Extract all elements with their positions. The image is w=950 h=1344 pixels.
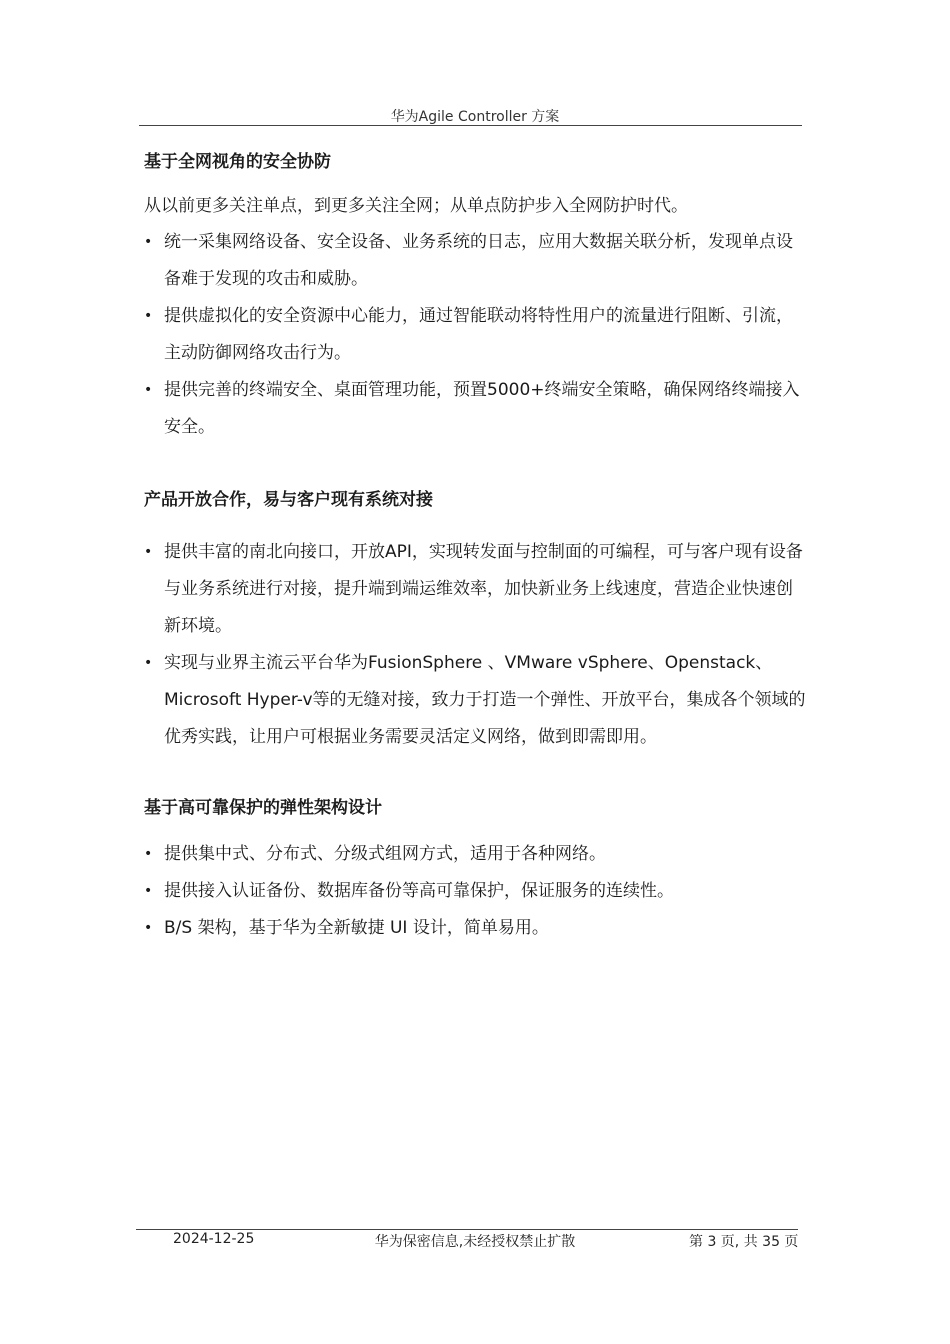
footer-page-number: 第 3 页, 共 35 页 xyxy=(689,1234,799,1250)
section-intro: 从以前更多关注单点，到更多关注全网；从单点防护步入全网防护时代。 xyxy=(144,196,688,216)
document-body xyxy=(144,148,806,947)
section-title: 基于全网视角的安全协防 xyxy=(144,152,331,172)
list-item: • 统一采集网络设备、安全设备、业务系统的日志，应用大数据关联分析，发现单点设备难于发现的攻击和威胁。 xyxy=(144,224,806,298)
footer-divider xyxy=(136,1229,798,1230)
list-item: • B/S 架构，基于华为全新敏捷 UI 设计，简单易用。 xyxy=(144,910,806,947)
list-item: • 提供集中式、分布式、分级式组网方式，适用于各种网络。 xyxy=(144,836,806,873)
list-item: • 实现与业界主流云平台华为FusionSphere 、VMware vSphere、Openstack、Microsoft Hyper-v等的无缝对接，致力于打造一个弹性、开放平台，集成各个领域的优秀实践，让用户可根据业务需要灵活定义网络，做到即需即用。 xyxy=(144,645,806,756)
bullet-list xyxy=(144,534,806,756)
list-item: • 提供接入认证备份、数据库备份等高可靠保护，保证服务的连续性。 xyxy=(144,873,806,910)
section-title: 基于高可靠保护的弹性架构设计 xyxy=(144,798,382,818)
footer-date: 2024-12-25 xyxy=(173,1231,255,1247)
list-item: • 提供丰富的南北向接口，开放API，实现转发面与控制面的可编程，可与客户现有设备与业务系统进行对接，提升端到端运维效率，加快新业务上线速度，营造企业快速创新环境。 xyxy=(144,534,806,645)
bullet-list xyxy=(144,224,806,446)
bullet-list xyxy=(144,836,806,947)
section-security-collaboration xyxy=(144,148,806,446)
section-title: 产品开放合作，易与客户现有系统对接 xyxy=(144,490,433,510)
section-open-cooperation xyxy=(144,486,806,756)
footer-confidential-notice: 华为保密信息,未经授权禁止扩散 xyxy=(374,1234,576,1250)
page-header-title: 华为Agile Controller 方案 xyxy=(390,109,560,125)
list-item: • 提供虚拟化的安全资源中心能力，通过智能联动将特性用户的流量进行阻断、引流，主动防御网络攻击行为。 xyxy=(144,298,806,372)
section-reliable-architecture xyxy=(144,794,806,947)
list-item: • 提供完善的终端安全、桌面管理功能，预置5000+终端安全策略，确保网络终端接入安全。 xyxy=(144,372,806,446)
header-divider xyxy=(139,125,802,126)
